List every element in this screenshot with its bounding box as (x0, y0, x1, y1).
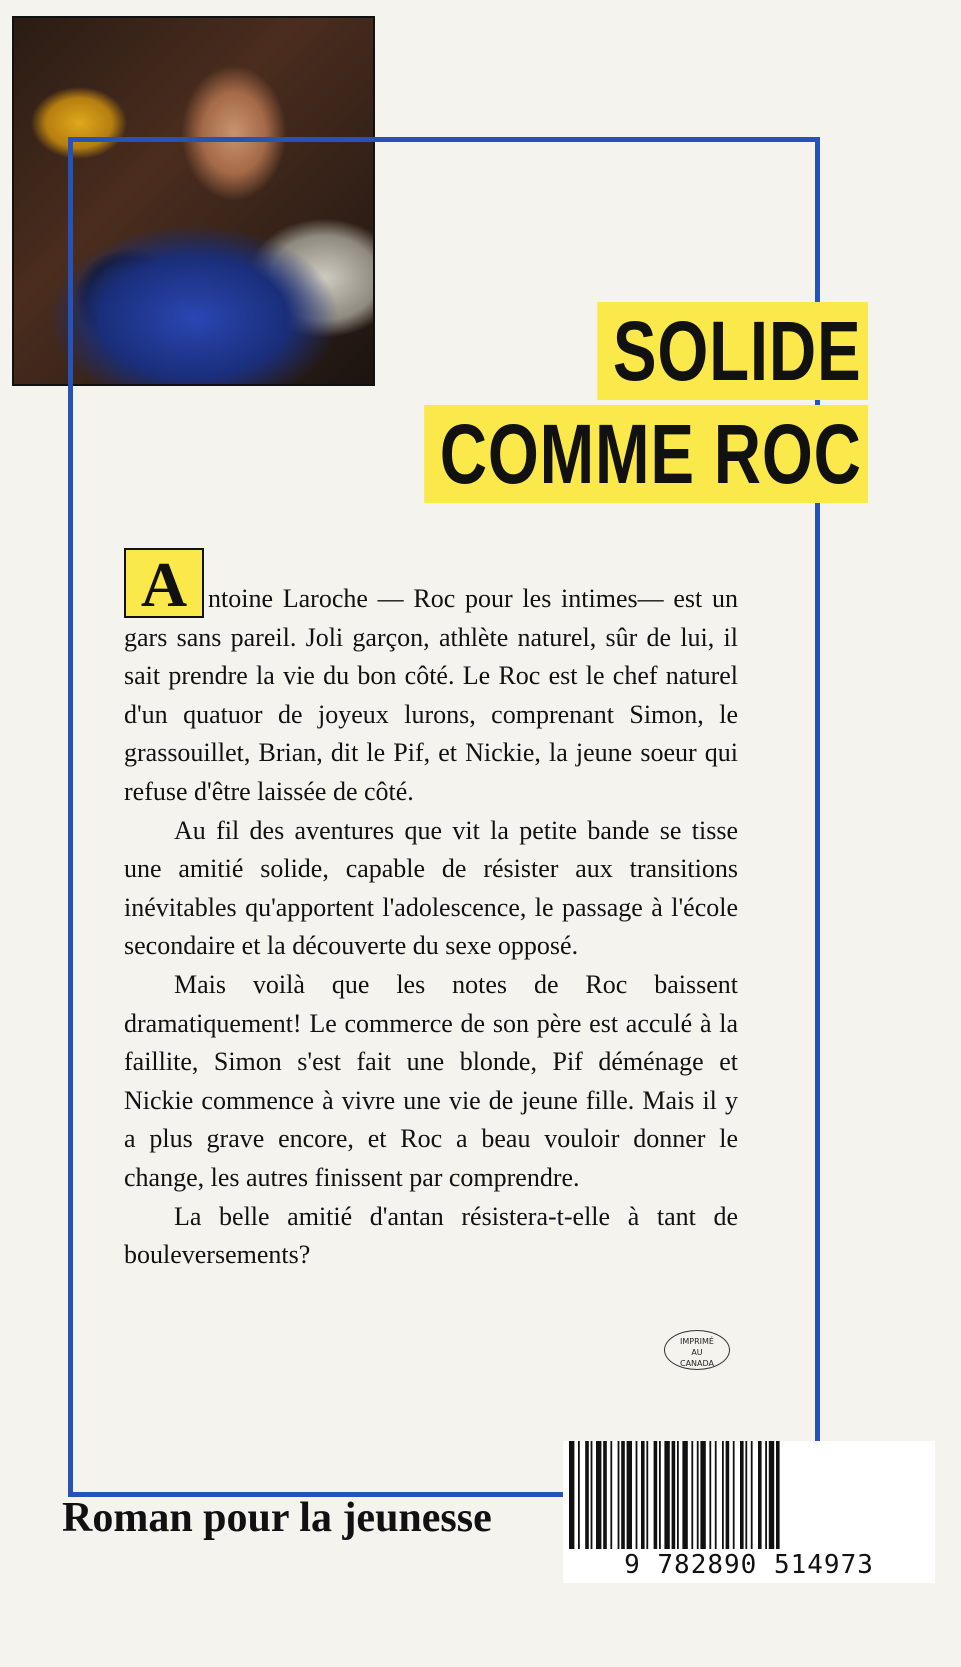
barcode-bar (751, 1441, 753, 1549)
barcode-bar (726, 1441, 730, 1549)
barcode-bar (740, 1441, 744, 1549)
barcode-bar (776, 1441, 780, 1549)
barcode-bar (733, 1441, 735, 1549)
barcode-bar (664, 1441, 669, 1549)
barcode-bar (677, 1441, 679, 1549)
barcode-bar (618, 1441, 620, 1549)
barcode-bar (646, 1441, 648, 1549)
barcode-bar (715, 1441, 717, 1549)
barcode-bar (682, 1441, 687, 1549)
barcode-bar (700, 1441, 705, 1549)
barcode-bar (585, 1441, 589, 1549)
barcode-bar (709, 1441, 711, 1549)
dropcap: A (124, 548, 204, 618)
barcode-bar (603, 1441, 607, 1549)
barcode-bar (627, 1441, 632, 1549)
synopsis-paragraph-2: Au fil des aventures que vit la petite bande se tisse une amitié solide, capable de résister aux transitions inévitables qu'apportent l'adolescence, le passage à l'école secondaire et la découverte du sexe opposé. (124, 815, 738, 961)
barcode-bar (641, 1441, 645, 1549)
synopsis-paragraph-1: ntoine Laroche — Roc pour les intimes— est un gars sans pareil. Joli garçon, athlète naturel, sûr de lui, il sait prendre la vie du bon côté. Le Roc est le chef naturel d'un quatuor de joyeux lurons, comprenant Simon, le grassouillet, Brian, dit le Pif, et Nickie, la jeune soeur qui refuse d'être laissée de côté. (124, 584, 738, 806)
barcode-bar (697, 1441, 699, 1549)
barcode-bar (621, 1441, 625, 1549)
barcode-bar (672, 1441, 676, 1549)
barcode-bars (567, 1441, 931, 1549)
barcode-digits: 9 782890 514973 (624, 1550, 874, 1580)
barcode-bar (610, 1441, 612, 1549)
stamp-line-2: AU (691, 1348, 703, 1357)
barcode-bar (758, 1441, 762, 1549)
barcode-bar (569, 1441, 574, 1549)
genre-label: Roman pour la jeunesse (62, 1495, 492, 1541)
synopsis-paragraph-3: Mais voilà que les notes de Roc baissent dramatiquement! Le commerce de son père est acculé à la faillite, Simon s'est fait une blonde, Pif déménage et Nickie commence à vivre une vie de jeune fille. Mais il y a plus grave encore, et Roc a beau vouloir donner le change, les autres finissent par comprendre. (124, 969, 738, 1192)
barcode-bar (722, 1441, 724, 1549)
stamp-line-3: CANADA (679, 1359, 714, 1368)
title-line-2: COMME ROC (424, 405, 868, 503)
barcode-bar (659, 1441, 661, 1549)
barcode-bar (745, 1441, 747, 1549)
printed-in-canada-stamp (664, 1330, 730, 1370)
barcode-bar (769, 1441, 774, 1549)
synopsis (124, 548, 738, 1275)
title-line-1: SOLIDE (598, 302, 868, 400)
barcode-bar (691, 1441, 693, 1549)
barcode-bar (591, 1441, 593, 1549)
barcode-bar (596, 1441, 601, 1549)
barcode-bar (654, 1441, 658, 1549)
isbn-barcode (563, 1441, 935, 1583)
barcode-bar (765, 1441, 767, 1549)
barcode-bar (636, 1441, 638, 1549)
stamp-line-1: IMPRIMÉ (680, 1337, 714, 1346)
synopsis-paragraph-4: La belle amitié d'antan résistera-t-elle à tant de bouleversements? (124, 1201, 738, 1270)
barcode-bar (578, 1441, 580, 1549)
